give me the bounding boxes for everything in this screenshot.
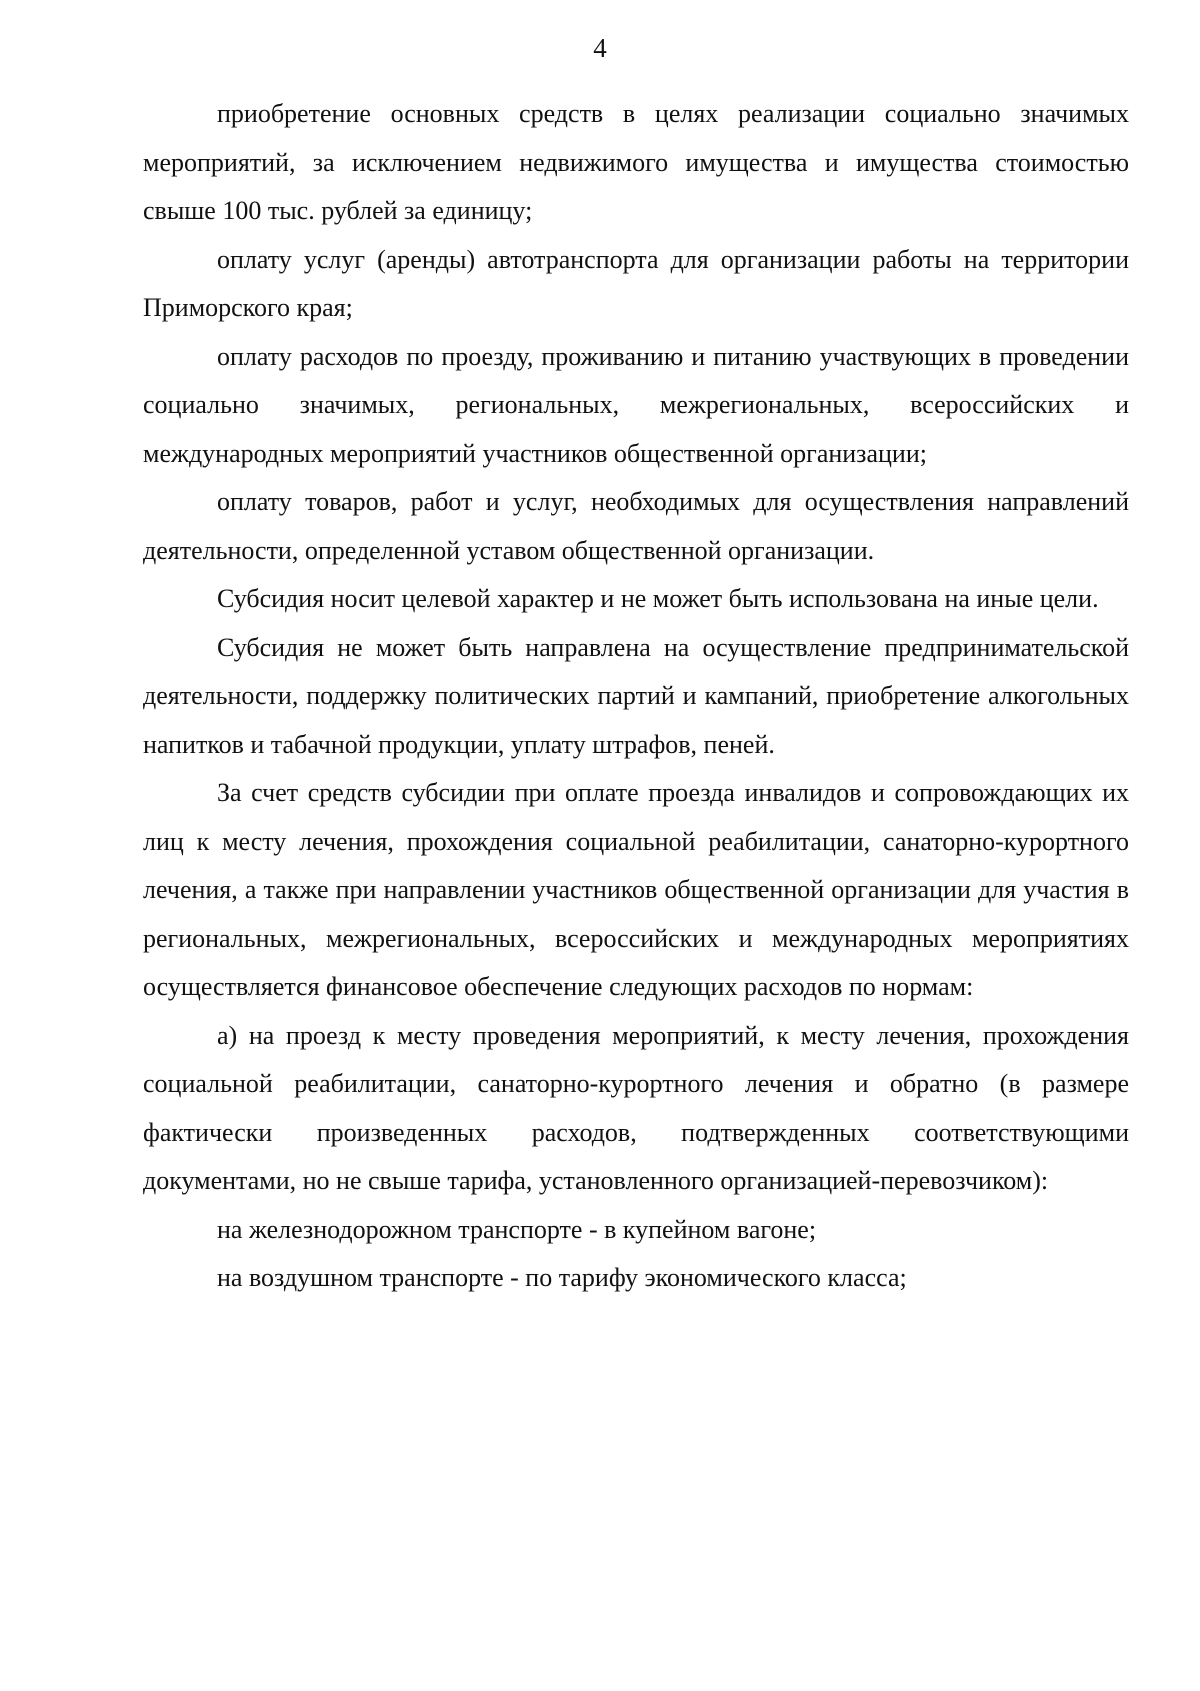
paragraph-goods-services: оплату товаров, работ и услуг, необходимых для осуществления направлений деятельности, определенной уставом общественной организации. bbox=[143, 487, 1129, 565]
paragraph-subsidy-restrictions: Субсидия не может быть направлена на осуществление предпринимательской деятельности, поддержку политических партий и кампаний, приобретение алкогольных напитков и табачной продукции, уплату штрафов, пеней. bbox=[143, 632, 1129, 759]
paragraph-air-transport: на воздушном транспорте - по тарифу экономического класса; bbox=[217, 1263, 907, 1292]
document-body bbox=[143, 90, 1129, 1303]
paragraph-railway-transport: на железнодорожном транспорте - в купейном вагоне; bbox=[217, 1214, 817, 1244]
paragraph-travel-expenses: оплату расходов по проезду, проживанию и питанию участвующих в проведении социально значимых, региональных, межрегиональных, всероссийских и международных мероприятий участников общественной организации; bbox=[143, 341, 1129, 468]
paragraph-travel-norm-a: а) на проезд к месту проведения мероприятий, к месту лечения, прохождения социальной реабилитации, санаторно-курортного лечения и обратно (в размере фактически произведенных расходов, подтвержденных соответствующими документами, но не свыше тарифа, установленного организацией-перевозчиком): bbox=[143, 1020, 1129, 1195]
paragraph-vehicle-rental: оплату услуг (аренды) автотранспорта для организации работы на территории Приморского края; bbox=[143, 244, 1129, 322]
paragraph-fixed-assets: приобретение основных средств в целях реализации социально значимых мероприятий, за исключением недвижимого имущества и имущества стоимостью свыше 100 тыс. рублей за единицу; bbox=[143, 99, 1129, 225]
paragraph-expense-norms: За счет средств субсидии при оплате проезда инвалидов и сопровождающих их лиц к месту лечения, прохождения социальной реабилитации, санаторно-курортного лечения, а также при направлении участников общественной организации для участия в региональных, межрегиональных, всероссийских и международных мероприятиях осуществляется финансовое обеспечение следующих расходов по нормам: bbox=[143, 778, 1129, 1001]
paragraph-subsidy-purpose: Субсидия носит целевой характер и не может быть использована на иные цели. bbox=[217, 584, 1099, 613]
page-number: 4 bbox=[593, 33, 607, 63]
